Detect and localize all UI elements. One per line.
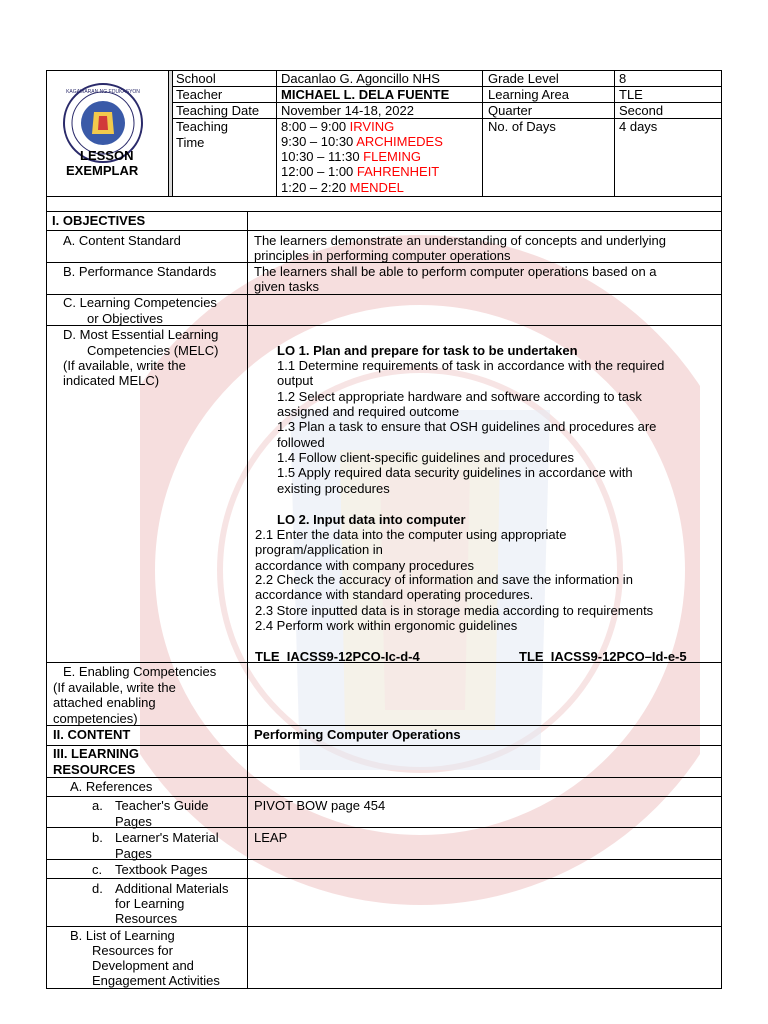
lesson-title-line1: LESSON [80,148,134,163]
reference-letter: c. [92,862,103,877]
reference-letter: d. [92,881,103,896]
lo1-line: existing procedures [277,481,390,496]
teacher-label: Teacher [176,87,223,102]
list-resources-label-3: Development and [92,958,194,973]
list-resources-label-4: Engagement Activities [92,973,220,988]
area-label: Learning Area [488,87,569,102]
lesson-title-line2: EXEMPLAR [66,163,139,178]
learning-competencies-label-1: C. Learning Competencies [63,295,217,310]
days-value: 4 days [619,119,658,134]
enabling-label-4: competencies) [53,711,138,726]
lo2-title: LO 2. Input data into computer [277,512,466,527]
lo2-line: program/application in [255,542,383,557]
learning-competencies-label-2: or Objectives [87,311,163,326]
lo1-line: 1.4 Follow client-specific guidelines and procedures [277,450,574,465]
date-label: Teaching Date [176,103,260,118]
melc-label-2: Competencies (MELC) [87,343,219,358]
lo2-line: accordance with company procedures [255,558,474,573]
days-label: No. of Days [488,119,556,134]
grade-value: 8 [619,71,627,86]
reference-letter: b. [92,830,103,845]
grade-label: Grade Level [488,71,559,86]
reference-letter: a. [92,798,103,813]
lo1-line: 1.5 Apply required data security guidelines in accordance with [277,465,633,480]
lo2-line: accordance with standard operating procedures. [255,587,534,602]
resources-heading-1: III. LEARNING [53,746,139,761]
enabling-label-3: attached enabling [53,695,156,710]
lo1-line: assigned and required outcome [277,404,460,419]
reference-label-line3: Resources [115,911,178,926]
reference-label-line1: Teacher's Guide [115,798,209,813]
lo1-line: 1.2 Select appropriate hardware and software according to task [277,389,642,404]
schedule-item: 8:00 – 9:00 IRVING [281,119,395,134]
schedule-item: 12:00 – 1:00 FAHRENHEIT [281,164,440,179]
lo2-line: 2.3 Store inputted data is in storage media according to requirements [255,603,654,618]
reference-value: LEAP [254,830,288,845]
time-label-2: Time [176,135,205,150]
schedule-item: 9:30 – 10:30 ARCHIMEDES [281,134,443,149]
competency-code-1: TLE_IACSS9-12PCO-Ic-d-4 [255,649,420,664]
lo1-line: output [277,373,314,388]
lo2-line: 2.1 Enter the data into the computer using appropriate [255,527,567,542]
lo1-title: LO 1. Plan and prepare for task to be undertaken [277,343,578,358]
performance-standards-value-2: given tasks [254,279,320,294]
melc-label-4: indicated MELC) [63,373,160,388]
lo1-line: 1.1 Determine requirements of task in accordance with the required [277,358,665,373]
lo2-line: 2.4 Perform work within ergonomic guidelines [255,618,518,633]
reference-label-line1: Textbook Pages [115,862,208,877]
quarter-value: Second [619,103,664,118]
competency-code-2: TLE_IACSS9-12PCO–Id-e-5 [519,649,687,664]
date-value: November 14-18, 2022 [281,103,414,118]
objectives-heading: I. OBJECTIVES [52,213,146,228]
performance-standards-value-1: The learners shall be able to perform computer operations based on a [254,264,657,279]
melc-label-1: D. Most Essential Learning [63,327,219,342]
enabling-label-2: (If available, write the [53,680,176,695]
svg-text:KAGAWARAN NG EDUKASYON: KAGAWARAN NG EDUKASYON [66,89,140,95]
reference-label-line2: for Learning [115,896,185,911]
content-standard-value-1: The learners demonstrate an understanding of concepts and underlying [254,233,666,248]
resources-heading-2: RESOURCES [53,762,136,777]
reference-label-line1: Learner's Material [115,830,219,845]
reference-label-line2: Pages [115,814,152,829]
lo2-line: 2.2 Check the accuracy of information and save the information in [255,572,633,587]
references-label: A. References [70,779,153,794]
area-value: TLE [619,87,643,102]
content-standard-value-2: principles in performing computer operations [254,248,511,263]
school-value: Dacanlao G. Agoncillo NHS [281,71,440,86]
list-resources-label-2: Resources for [92,943,173,958]
lo1-line: followed [277,435,325,450]
reference-label-line1: Additional Materials [115,881,229,896]
schedule-item: 1:20 – 2:20 MENDEL [281,180,404,195]
enabling-label-1: E. Enabling Competencies [63,664,217,679]
content-standard-label: A. Content Standard [63,233,181,248]
content-heading: II. CONTENT [53,727,131,742]
time-label-1: Teaching [176,119,229,134]
quarter-label: Quarter [488,103,533,118]
reference-value: PIVOT BOW page 454 [254,798,386,813]
teacher-value: MICHAEL L. DELA FUENTE [281,87,450,102]
lo1-line: 1.3 Plan a task to ensure that OSH guidelines and procedures are [277,419,657,434]
melc-label-3: (If available, write the [63,358,186,373]
schedule-item: 10:30 – 11:30 FLEMING [281,149,421,164]
reference-label-line2: Pages [115,846,152,861]
content-value: Performing Computer Operations [254,727,461,742]
performance-standards-label: B. Performance Standards [63,264,217,279]
school-label: School [176,71,216,86]
list-resources-label-1: B. List of Learning [70,928,175,943]
